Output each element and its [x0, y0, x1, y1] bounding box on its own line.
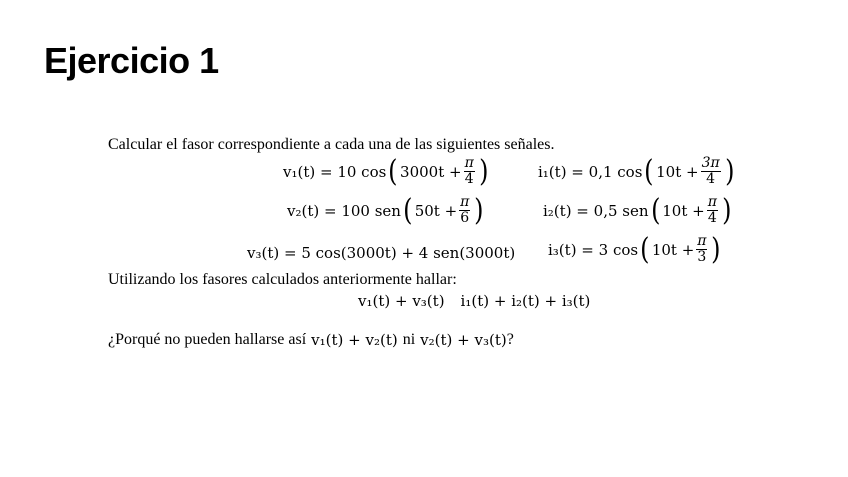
left-paren: ( — [640, 231, 650, 267]
right-paren: ) — [478, 153, 489, 189]
equation-v1 — [283, 153, 491, 189]
i1-fraction — [701, 156, 721, 187]
question-expr-1: v₁(t) + v₂(t) — [311, 331, 398, 349]
right-paren: ) — [474, 192, 484, 228]
v1-fraction — [464, 156, 475, 187]
i1-numerator: 3π — [701, 155, 720, 171]
sum-i: i₁(t) + i₂(t) + i₃(t) — [460, 292, 591, 310]
v1-lhs: v₁(t) = 10 cos — [283, 162, 387, 181]
i2-fraction — [707, 195, 718, 226]
intro-text: Calcular el fasor correspondiente a cada una de las siguientes señales. — [108, 136, 555, 153]
left-paren: ( — [388, 153, 398, 189]
i1-lhs: i₁(t) = 0,1 cos — [538, 162, 643, 181]
sum-expressions — [358, 292, 590, 310]
right-paren: ) — [722, 192, 732, 228]
question-end: ? — [506, 331, 514, 348]
v1-denominator: 4 — [464, 171, 474, 187]
question-expr-2: v₂(t) + v₃(t) — [420, 331, 507, 349]
left-paren: ( — [644, 153, 654, 189]
right-paren: ) — [711, 231, 722, 267]
slide-title: Ejercicio 1 — [44, 40, 219, 81]
equation-v2 — [287, 192, 486, 228]
left-paren: ( — [403, 192, 413, 228]
sum-v: v₁(t) + v₃(t) — [358, 292, 445, 310]
equation-i1 — [538, 153, 736, 189]
equation-i3 — [548, 231, 723, 267]
v2-lhs: v₂(t) = 100 sen — [287, 201, 401, 220]
question-line — [108, 331, 514, 349]
i3-numerator: π — [697, 233, 707, 249]
i2-inner: 10t + — [662, 201, 705, 220]
right-paren: ) — [724, 153, 735, 189]
i3-inner: 10t + — [651, 240, 695, 259]
i3-fraction — [696, 234, 707, 265]
i3-denominator: 3 — [697, 249, 707, 265]
v1-numerator: π — [464, 155, 474, 171]
i1-inner: 10t + — [656, 162, 699, 181]
i2-denominator: 4 — [707, 210, 717, 226]
v2-inner: 50t + — [414, 201, 458, 220]
instruction-text: Utilizando los fasores calculados anteriormente hallar: — [108, 271, 457, 288]
v3-expression: v₃(t) = 5 cos(3000t) + 4 sen(3000t) — [247, 244, 516, 262]
left-paren: ( — [650, 192, 661, 228]
i2-lhs: i₂(t) = 0,5 sen — [543, 201, 649, 220]
v2-denominator: 6 — [460, 210, 470, 226]
equation-v3 — [247, 244, 515, 262]
question-pre: ¿Porqué no pueden hallarse así — [108, 331, 307, 348]
v2-fraction — [459, 195, 470, 226]
i3-lhs: i₃(t) = 3 cos — [548, 240, 639, 259]
v1-inner: 3000t + — [400, 162, 462, 181]
i2-numerator: π — [707, 194, 717, 210]
equation-i2 — [543, 192, 734, 228]
i1-denominator: 4 — [706, 171, 716, 187]
question-mid: ni — [402, 331, 416, 348]
v2-numerator: π — [460, 194, 470, 210]
